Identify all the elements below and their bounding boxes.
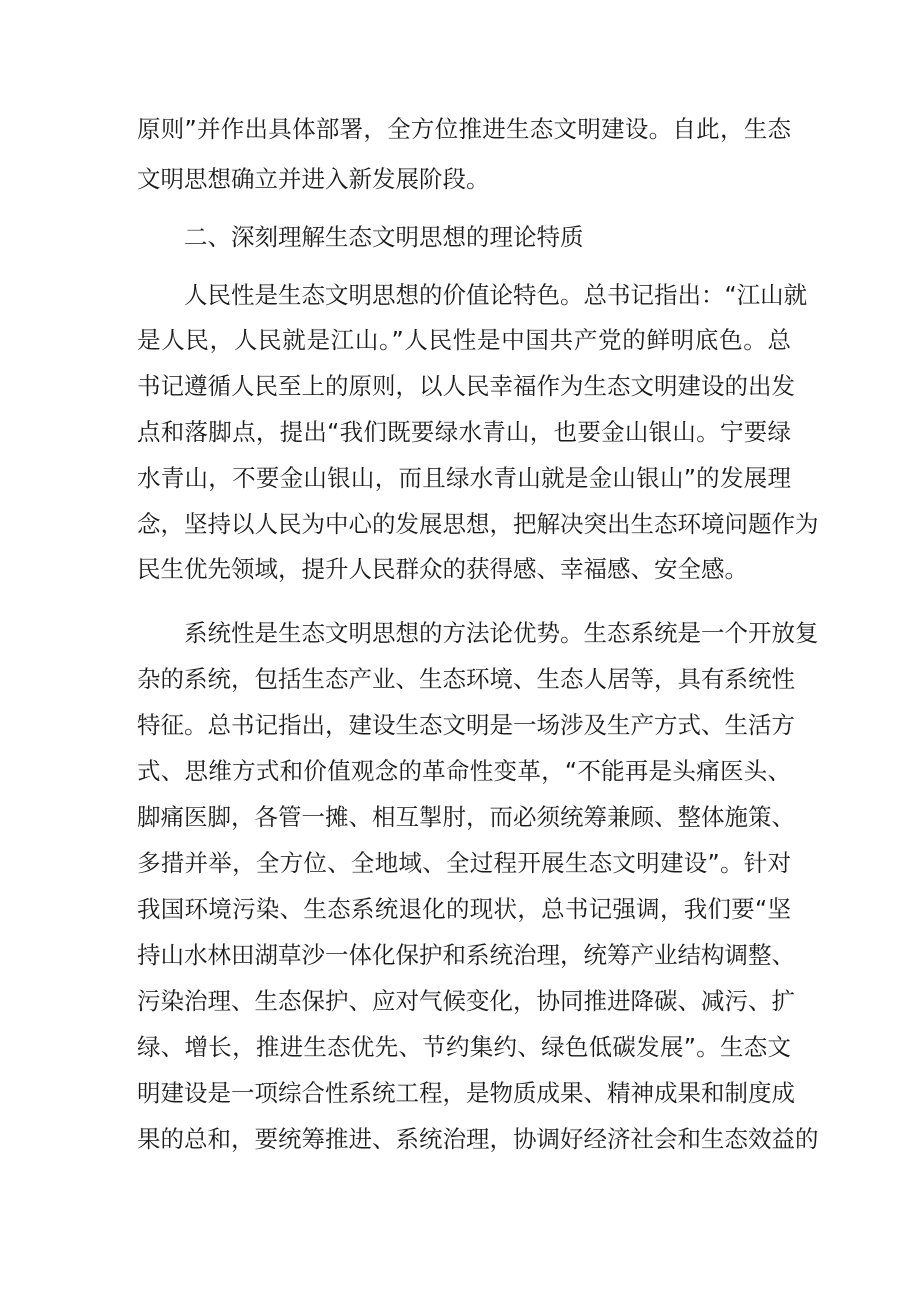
text-line: 特征。总书记指出，建设生态文明是一场涉及生产方式、生活方 [137, 711, 795, 739]
text-line: 原则”并作出具体部署，全方位推进生态文明建设。自此，生态 [137, 115, 791, 143]
section-heading: 二、深刻理解生态文明思想的理论特质 [184, 223, 584, 251]
text-line: 书记遵循人民至上的原则，以人民幸福作为生态文明建设的出发 [137, 372, 795, 400]
text-line: 绿、增长，推进生态优先、节约集约、绿色低碳发展”。生态文 [137, 1033, 791, 1061]
text-line: 念，坚持以人民为中心的发展思想，把解决突出生态环境问题作为 [137, 510, 819, 538]
text-line: 脚痛医脚，各管一摊、相互掣肘，而必须统筹兼顾、整体施策、 [137, 803, 795, 831]
text-line: 持山水林田湖草沙一体化保护和系统治理，统筹产业结构调整、 [137, 941, 795, 969]
text-line: 明建设是一项综合性系统工程，是物质成果、精神成果和制度成 [137, 1079, 795, 1107]
text-line: 系统性是生态文明思想的方法论优势。生态系统是一个开放复 [184, 619, 819, 647]
text-line: 我国环境污染、生态系统退化的现状，总书记强调，我们要“坚 [137, 895, 791, 923]
text-line: 点和落脚点，提出“我们既要绿水青山，也要金山银山。宁要绿 [137, 418, 791, 446]
text-line: 污染治理、生态保护、应对气候变化，协同推进降碳、减污、扩 [137, 987, 795, 1015]
text-line: 是人民，人民就是江山。”人民性是中国共产党的鲜明底色。总 [137, 326, 791, 354]
text-line: 式、思维方式和价值观念的革命性变革，“不能再是头痛医头、 [137, 757, 791, 785]
text-line: 杂的系统，包括生态产业、生态环境、生态人居等，具有系统性 [137, 665, 795, 693]
text-line: 果的总和，要统筹推进、系统治理，协调好经济社会和生态效益的 [137, 1125, 819, 1153]
text-line: 民生优先领域，提升人民群众的获得感、幸福感、安全感。 [137, 555, 748, 583]
text-line: 文明思想确立并进入新发展阶段。 [137, 165, 490, 193]
text-line: 多措并举，全方位、全地域、全过程开展生态文明建设”。针对 [137, 849, 791, 877]
text-line: 人民性是生态文明思想的价值论特色。总书记指出：“江山就 [184, 281, 808, 309]
text-line: 水青山，不要金山银山，而且绿水青山就是金山银山”的发展理 [137, 464, 791, 492]
